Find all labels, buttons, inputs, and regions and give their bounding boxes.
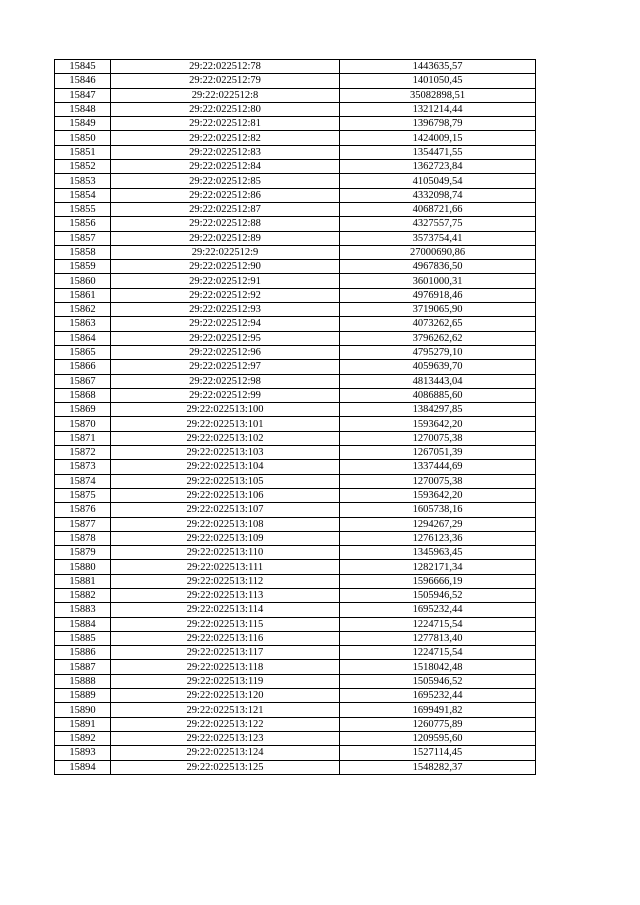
- row-number-cell: 15867: [55, 374, 111, 388]
- cadastral-number-cell: 29:22:022513:101: [111, 417, 340, 431]
- table-row: [55, 546, 536, 560]
- table-row: [55, 760, 536, 774]
- cadastral-value-cell: 1593642,20: [340, 417, 536, 431]
- table-row: [55, 245, 536, 259]
- table-row: [55, 374, 536, 388]
- cadastral-number-cell: 29:22:022513:120: [111, 689, 340, 703]
- table-row: [55, 631, 536, 645]
- row-number-cell: 15870: [55, 417, 111, 431]
- row-number-cell: 15866: [55, 360, 111, 374]
- cadastral-value-cell: 1267051,39: [340, 446, 536, 460]
- row-number-cell: 15861: [55, 288, 111, 302]
- table-row: [55, 60, 536, 74]
- cadastral-number-cell: 29:22:022512:78: [111, 60, 340, 74]
- cadastral-number-cell: 29:22:022512:8: [111, 88, 340, 102]
- row-number-cell: 15871: [55, 431, 111, 445]
- row-number-cell: 15859: [55, 260, 111, 274]
- cadastral-value-cell: 1224715,54: [340, 617, 536, 631]
- cadastral-value-cell: 1596666,19: [340, 574, 536, 588]
- cadastral-number-cell: 29:22:022513:118: [111, 660, 340, 674]
- cadastral-number-cell: 29:22:022513:112: [111, 574, 340, 588]
- cadastral-number-cell: 29:22:022512:85: [111, 174, 340, 188]
- cadastral-number-cell: 29:22:022512:89: [111, 231, 340, 245]
- cadastral-value-cell: 1270075,38: [340, 474, 536, 488]
- row-number-cell: 15881: [55, 574, 111, 588]
- cadastral-value-cell: 1505946,52: [340, 588, 536, 602]
- table-row: [55, 674, 536, 688]
- row-number-cell: 15869: [55, 403, 111, 417]
- cadastral-value-cell: 4795279,10: [340, 345, 536, 359]
- row-number-cell: 15868: [55, 388, 111, 402]
- table-row: [55, 588, 536, 602]
- cadastral-number-cell: 29:22:022513:109: [111, 531, 340, 545]
- row-number-cell: 15864: [55, 331, 111, 345]
- cadastral-number-cell: 29:22:022513:114: [111, 603, 340, 617]
- cadastral-value-cell: 4073262,65: [340, 317, 536, 331]
- row-number-cell: 15890: [55, 703, 111, 717]
- cadastral-number-cell: 29:22:022513:106: [111, 488, 340, 502]
- cadastral-value-cell: 1505946,52: [340, 674, 536, 688]
- table-row: [55, 460, 536, 474]
- cadastral-value-cell: 1260775,89: [340, 717, 536, 731]
- table-row: [55, 160, 536, 174]
- cadastral-value-cell: 1337444,69: [340, 460, 536, 474]
- cadastral-number-cell: 29:22:022512:9: [111, 245, 340, 259]
- cadastral-value-cell: 4068721,66: [340, 202, 536, 216]
- cadastral-value-cell: 1527114,45: [340, 746, 536, 760]
- cadastral-number-cell: 29:22:022513:108: [111, 517, 340, 531]
- cadastral-value-table: [54, 59, 536, 775]
- row-number-cell: 15858: [55, 245, 111, 259]
- table-row: [55, 531, 536, 545]
- cadastral-number-cell: 29:22:022513:116: [111, 631, 340, 645]
- cadastral-value-cell: 4967836,50: [340, 260, 536, 274]
- cadastral-value-cell: 1699491,82: [340, 703, 536, 717]
- cadastral-number-cell: 29:22:022513:104: [111, 460, 340, 474]
- cadastral-value-cell: 3796262,62: [340, 331, 536, 345]
- table-row: [55, 102, 536, 116]
- cadastral-value-cell: 1321214,44: [340, 102, 536, 116]
- row-number-cell: 15879: [55, 546, 111, 560]
- table-row: [55, 288, 536, 302]
- row-number-cell: 15863: [55, 317, 111, 331]
- cadastral-number-cell: 29:22:022512:94: [111, 317, 340, 331]
- cadastral-number-cell: 29:22:022512:82: [111, 131, 340, 145]
- row-number-cell: 15889: [55, 689, 111, 703]
- cadastral-number-cell: 29:22:022512:79: [111, 74, 340, 88]
- cadastral-number-cell: 29:22:022512:90: [111, 260, 340, 274]
- row-number-cell: 15847: [55, 88, 111, 102]
- row-number-cell: 15846: [55, 74, 111, 88]
- cadastral-value-cell: 3601000,31: [340, 274, 536, 288]
- cadastral-number-cell: 29:22:022513:102: [111, 431, 340, 445]
- cadastral-number-cell: 29:22:022513:105: [111, 474, 340, 488]
- cadastral-value-cell: 4976918,46: [340, 288, 536, 302]
- cadastral-value-cell: 4059639,70: [340, 360, 536, 374]
- cadastral-number-cell: 29:22:022513:110: [111, 546, 340, 560]
- table-row: [55, 388, 536, 402]
- cadastral-number-cell: 29:22:022513:121: [111, 703, 340, 717]
- row-number-cell: 15875: [55, 488, 111, 502]
- row-number-cell: 15892: [55, 731, 111, 745]
- row-number-cell: 15893: [55, 746, 111, 760]
- cadastral-number-cell: 29:22:022513:115: [111, 617, 340, 631]
- table-row: [55, 646, 536, 660]
- row-number-cell: 15857: [55, 231, 111, 245]
- table-row: [55, 217, 536, 231]
- table-row: [55, 446, 536, 460]
- cadastral-number-cell: 29:22:022512:98: [111, 374, 340, 388]
- row-number-cell: 15885: [55, 631, 111, 645]
- cadastral-value-cell: 3573754,41: [340, 231, 536, 245]
- cadastral-number-cell: 29:22:022512:97: [111, 360, 340, 374]
- cadastral-value-cell: 1424009,15: [340, 131, 536, 145]
- cadastral-number-cell: 29:22:022512:83: [111, 145, 340, 159]
- table-row: [55, 403, 536, 417]
- cadastral-number-cell: 29:22:022513:125: [111, 760, 340, 774]
- cadastral-number-cell: 29:22:022512:92: [111, 288, 340, 302]
- table-row: [55, 689, 536, 703]
- row-number-cell: 15884: [55, 617, 111, 631]
- table-row: [55, 188, 536, 202]
- row-number-cell: 15849: [55, 117, 111, 131]
- table-row: [55, 231, 536, 245]
- cadastral-value-cell: 1518042,48: [340, 660, 536, 674]
- row-number-cell: 15877: [55, 517, 111, 531]
- table-row: [55, 474, 536, 488]
- table-row: [55, 88, 536, 102]
- cadastral-value-cell: 4332098,74: [340, 188, 536, 202]
- table-row: [55, 503, 536, 517]
- cadastral-value-cell: 35082898,51: [340, 88, 536, 102]
- row-number-cell: 15855: [55, 202, 111, 216]
- cadastral-number-cell: 29:22:022512:96: [111, 345, 340, 359]
- cadastral-number-cell: 29:22:022512:84: [111, 160, 340, 174]
- row-number-cell: 15874: [55, 474, 111, 488]
- cadastral-value-cell: 1282171,34: [340, 560, 536, 574]
- row-number-cell: 15882: [55, 588, 111, 602]
- table-row: [55, 303, 536, 317]
- table-row: [55, 603, 536, 617]
- cadastral-value-cell: 4327557,75: [340, 217, 536, 231]
- cadastral-value-cell: 1209595,60: [340, 731, 536, 745]
- cadastral-value-cell: 1443635,57: [340, 60, 536, 74]
- table-row: [55, 431, 536, 445]
- cadastral-value-cell: 4813443,04: [340, 374, 536, 388]
- row-number-cell: 15873: [55, 460, 111, 474]
- row-number-cell: 15894: [55, 760, 111, 774]
- row-number-cell: 15865: [55, 345, 111, 359]
- cadastral-number-cell: 29:22:022513:107: [111, 503, 340, 517]
- row-number-cell: 15853: [55, 174, 111, 188]
- row-number-cell: 15891: [55, 717, 111, 731]
- cadastral-value-cell: 1695232,44: [340, 603, 536, 617]
- table-row: [55, 345, 536, 359]
- table-row: [55, 202, 536, 216]
- table-body: [55, 60, 536, 775]
- cadastral-value-cell: 1548282,37: [340, 760, 536, 774]
- cadastral-number-cell: 29:22:022513:117: [111, 646, 340, 660]
- cadastral-number-cell: 29:22:022512:86: [111, 188, 340, 202]
- row-number-cell: 15880: [55, 560, 111, 574]
- cadastral-number-cell: 29:22:022512:88: [111, 217, 340, 231]
- row-number-cell: 15888: [55, 674, 111, 688]
- cadastral-number-cell: 29:22:022513:124: [111, 746, 340, 760]
- row-number-cell: 15883: [55, 603, 111, 617]
- row-number-cell: 15886: [55, 646, 111, 660]
- cadastral-number-cell: 29:22:022513:103: [111, 446, 340, 460]
- table-row: [55, 131, 536, 145]
- cadastral-number-cell: 29:22:022512:81: [111, 117, 340, 131]
- cadastral-value-cell: 1345963,45: [340, 546, 536, 560]
- table-row: [55, 703, 536, 717]
- cadastral-number-cell: 29:22:022513:119: [111, 674, 340, 688]
- cadastral-number-cell: 29:22:022512:93: [111, 303, 340, 317]
- cadastral-number-cell: 29:22:022513:123: [111, 731, 340, 745]
- row-number-cell: 15876: [55, 503, 111, 517]
- table-row: [55, 117, 536, 131]
- row-number-cell: 15852: [55, 160, 111, 174]
- row-number-cell: 15887: [55, 660, 111, 674]
- row-number-cell: 15856: [55, 217, 111, 231]
- cadastral-value-cell: 1277813,40: [340, 631, 536, 645]
- table-row: [55, 574, 536, 588]
- table-row: [55, 617, 536, 631]
- cadastral-value-cell: 1354471,55: [340, 145, 536, 159]
- table-row: [55, 331, 536, 345]
- cadastral-number-cell: 29:22:022513:122: [111, 717, 340, 731]
- cadastral-value-cell: 27000690,86: [340, 245, 536, 259]
- cadastral-value-cell: 1270075,38: [340, 431, 536, 445]
- table-row: [55, 731, 536, 745]
- row-number-cell: 15848: [55, 102, 111, 116]
- table-row: [55, 260, 536, 274]
- cadastral-value-cell: 1695232,44: [340, 689, 536, 703]
- table-row: [55, 74, 536, 88]
- row-number-cell: 15862: [55, 303, 111, 317]
- cadastral-value-cell: 1396798,79: [340, 117, 536, 131]
- row-number-cell: 15872: [55, 446, 111, 460]
- row-number-cell: 15878: [55, 531, 111, 545]
- cadastral-value-cell: 4105049,54: [340, 174, 536, 188]
- cadastral-number-cell: 29:22:022512:91: [111, 274, 340, 288]
- cadastral-value-cell: 4086885,60: [340, 388, 536, 402]
- cadastral-value-cell: 1401050,45: [340, 74, 536, 88]
- table-row: [55, 274, 536, 288]
- cadastral-number-cell: 29:22:022512:99: [111, 388, 340, 402]
- table-row: [55, 174, 536, 188]
- cadastral-value-cell: 1362723,84: [340, 160, 536, 174]
- table-row: [55, 746, 536, 760]
- table-row: [55, 488, 536, 502]
- row-number-cell: 15860: [55, 274, 111, 288]
- row-number-cell: 15850: [55, 131, 111, 145]
- cadastral-number-cell: 29:22:022512:95: [111, 331, 340, 345]
- cadastral-number-cell: 29:22:022513:100: [111, 403, 340, 417]
- cadastral-value-cell: 1224715,54: [340, 646, 536, 660]
- table-row: [55, 417, 536, 431]
- table-row: [55, 517, 536, 531]
- row-number-cell: 15854: [55, 188, 111, 202]
- table-row: [55, 145, 536, 159]
- cadastral-value-cell: 1384297,85: [340, 403, 536, 417]
- cadastral-number-cell: 29:22:022512:87: [111, 202, 340, 216]
- cadastral-value-cell: 1605738,16: [340, 503, 536, 517]
- table-row: [55, 317, 536, 331]
- cadastral-value-cell: 3719065,90: [340, 303, 536, 317]
- cadastral-number-cell: 29:22:022513:111: [111, 560, 340, 574]
- table-row: [55, 360, 536, 374]
- table-row: [55, 560, 536, 574]
- row-number-cell: 15851: [55, 145, 111, 159]
- table-row: [55, 717, 536, 731]
- cadastral-value-cell: 1276123,36: [340, 531, 536, 545]
- table-row: [55, 660, 536, 674]
- cadastral-value-cell: 1294267,29: [340, 517, 536, 531]
- row-number-cell: 15845: [55, 60, 111, 74]
- cadastral-number-cell: 29:22:022513:113: [111, 588, 340, 602]
- cadastral-number-cell: 29:22:022512:80: [111, 102, 340, 116]
- cadastral-value-cell: 1593642,20: [340, 488, 536, 502]
